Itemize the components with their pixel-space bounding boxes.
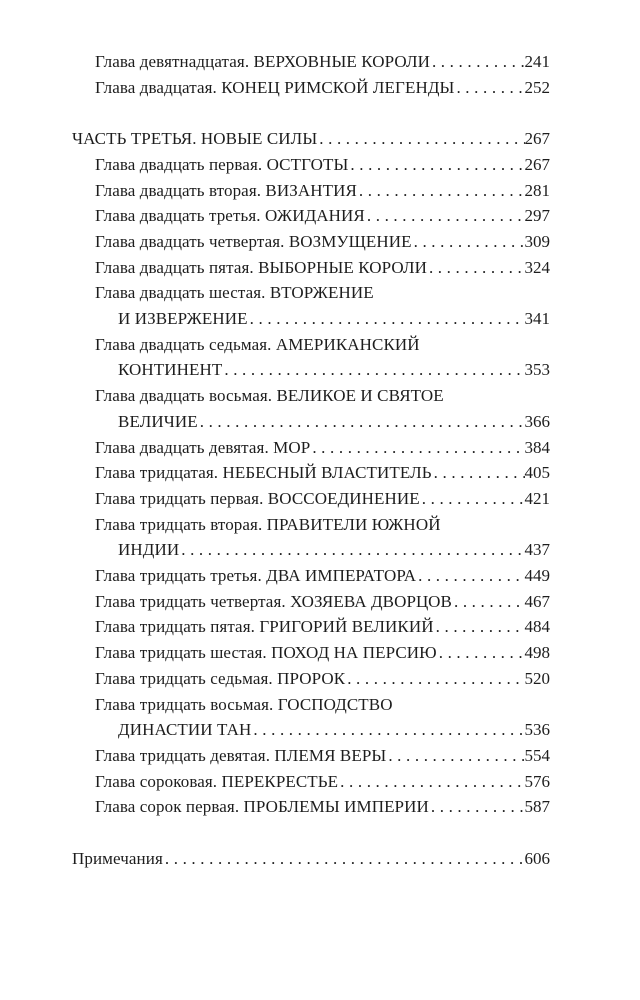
toc-entry-label: ДИНАСТИИ ТАН xyxy=(118,720,252,740)
toc-page-number: 267 xyxy=(524,154,550,174)
toc-chapter-entry xyxy=(72,769,550,795)
toc-entry-continuation xyxy=(72,409,550,435)
toc-chapter-entry xyxy=(72,178,550,204)
dot-leader xyxy=(432,460,525,486)
toc-chapter-entry xyxy=(72,75,550,101)
dot-leader xyxy=(437,640,525,666)
toc-entry-label: Глава тридцать третья. ДВА ИМПЕРАТОРА xyxy=(95,566,417,586)
toc-chapter-entry xyxy=(72,203,550,229)
toc-entry-label: Глава тридцать первая. ВОССОЕДИНЕНИЕ xyxy=(95,488,420,508)
toc-entry-label: Глава двадцать восьмая. ВЕЛИКОЕ И СВЯТОЕ xyxy=(95,386,444,406)
toc-entry-continuation xyxy=(72,306,550,332)
toc-entry-label: Глава тридцать четвертая. ХОЗЯЕВА ДВОРЦОВ xyxy=(95,591,452,611)
toc-page-number: 536 xyxy=(524,720,550,740)
dot-leader xyxy=(434,614,525,640)
dot-leader xyxy=(248,306,525,332)
toc-page-number: 405 xyxy=(524,463,550,483)
toc-chapter-entry xyxy=(72,49,550,75)
dot-leader xyxy=(365,203,525,229)
toc-chapter-entry xyxy=(72,589,550,615)
toc-chapter-entry xyxy=(72,383,550,409)
dot-leader xyxy=(427,255,525,281)
toc-entry-label: Глава двадцать седьмая. АМЕРИКАНСКИЙ xyxy=(95,334,420,354)
toc-page-number: 353 xyxy=(524,360,550,380)
toc-chapter-entry xyxy=(72,794,550,820)
toc-entry-label: Глава тридцать восьмая. ГОСПОДСТВО xyxy=(95,694,393,714)
toc-page-number: 309 xyxy=(524,231,550,251)
dot-leader xyxy=(251,717,524,743)
toc-entry-label: И ИЗВЕРЖЕНИЕ xyxy=(118,309,248,329)
dot-leader xyxy=(430,49,525,75)
toc-chapter-entry xyxy=(72,435,550,461)
toc-chapter-entry xyxy=(72,666,550,692)
toc-entry-continuation xyxy=(72,717,550,743)
dot-leader xyxy=(310,435,524,461)
toc-chapter-entry xyxy=(72,640,550,666)
toc-entry-label: Глава сорок первая. ПРОБЛЕМЫ ИМПЕРИИ xyxy=(95,797,429,817)
toc-chapter-entry xyxy=(72,486,550,512)
toc-chapter-entry xyxy=(72,332,550,358)
toc-entry-label: Глава двадцать девятая. МОР xyxy=(95,437,311,457)
toc-entry-label: Глава двадцатая. КОНЕЦ РИМСКОЙ ЛЕГЕНДЫ xyxy=(95,77,455,97)
toc-page-number: 281 xyxy=(524,180,550,200)
dot-leader xyxy=(198,409,525,435)
dot-leader xyxy=(357,178,525,204)
toc-entry-label: Глава двадцать пятая. ВЫБОРНЫЕ КОРОЛИ xyxy=(95,257,427,277)
toc-page-number: 421 xyxy=(524,488,550,508)
toc-chapter-entry xyxy=(72,280,550,306)
toc-page-number: 267 xyxy=(524,129,550,149)
toc-page-number: 606 xyxy=(524,848,550,868)
dot-leader xyxy=(416,563,524,589)
toc-chapter-entry xyxy=(72,460,550,486)
dot-leader xyxy=(386,743,524,769)
dot-leader xyxy=(163,846,525,872)
toc-entry-label: КОНТИНЕНТ xyxy=(118,360,223,380)
toc-entry-label: Глава двадцать вторая. ВИЗАНТИЯ xyxy=(95,180,357,200)
toc-entry-label: Глава тридцать пятая. ГРИГОРИЙ ВЕЛИКИЙ xyxy=(95,617,434,637)
toc-notes-entry xyxy=(72,846,550,872)
toc-chapter-entry xyxy=(72,255,550,281)
dot-leader xyxy=(412,229,525,255)
toc-page-number: 467 xyxy=(524,591,550,611)
dot-leader xyxy=(420,486,525,512)
toc-page-number: 437 xyxy=(524,540,550,560)
toc-page-number: 554 xyxy=(524,745,550,765)
toc-entry-label: Примечания xyxy=(72,848,163,868)
toc-page-number: 520 xyxy=(524,668,550,688)
dot-leader xyxy=(179,537,524,563)
toc-entry-label: ИНДИИ xyxy=(118,540,180,560)
toc-page-number: 449 xyxy=(524,566,550,586)
toc-entry-label: Глава двадцать шестая. ВТОРЖЕНИЕ xyxy=(95,283,374,303)
toc-entry-label: Глава тридцать девятая. ПЛЕМЯ ВЕРЫ xyxy=(95,745,387,765)
toc-entry-continuation xyxy=(72,357,550,383)
toc-entry-label: Глава тридцатая. НЕБЕСНЫЙ ВЛАСТИТЕЛЬ xyxy=(95,463,432,483)
toc-page-number: 484 xyxy=(524,617,550,637)
toc-chapter-entry xyxy=(72,614,550,640)
toc-entry-continuation xyxy=(72,537,550,563)
toc-part-entry xyxy=(72,126,550,152)
toc-chapter-entry xyxy=(72,743,550,769)
toc-page-number: 366 xyxy=(524,411,550,431)
toc-page-number: 324 xyxy=(524,257,550,277)
dot-leader xyxy=(222,357,524,383)
toc-page-number: 252 xyxy=(524,77,550,97)
toc-chapter-entry xyxy=(72,512,550,538)
toc-entry-label: Глава двадцать третья. ОЖИДАНИЯ xyxy=(95,206,365,226)
dot-leader xyxy=(345,666,524,692)
toc-entry-label: Глава тридцать вторая. ПРАВИТЕЛИ ЮЖНОЙ xyxy=(95,514,441,534)
toc-entry-label: ВЕЛИЧИЕ xyxy=(118,411,198,431)
toc-page-number: 384 xyxy=(524,437,550,457)
toc-entry-label: Глава девятнадцатая. ВЕРХОВНЫЕ КОРОЛИ xyxy=(95,52,430,71)
toc-entry-label: Глава сороковая. ПЕРЕКРЕСТЬЕ xyxy=(95,771,339,791)
toc-chapter-entry xyxy=(72,692,550,718)
toc-page-number: 498 xyxy=(524,643,550,663)
toc-entry-label: Глава тридцать шестая. ПОХОД НА ПЕРСИЮ xyxy=(95,643,437,663)
toc-entry-label: Глава тридцать седьмая. ПРОРОК xyxy=(95,668,346,688)
toc-page-number: 297 xyxy=(524,206,550,226)
toc-entry-label: Глава двадцать четвертая. ВОЗМУЩЕНИЕ xyxy=(95,231,412,251)
toc-page-number: 576 xyxy=(524,771,550,791)
dot-leader xyxy=(317,126,524,152)
dot-leader xyxy=(338,769,524,795)
toc-entry-label: Глава двадцать первая. ОСТГОТЫ xyxy=(95,154,349,174)
toc-page-number: 587 xyxy=(524,797,550,817)
dot-leader xyxy=(454,75,524,101)
dot-leader xyxy=(348,152,524,178)
toc-page-number: 341 xyxy=(524,309,550,329)
dot-leader xyxy=(452,589,525,615)
toc-chapter-entry xyxy=(72,563,550,589)
toc-chapter-entry xyxy=(72,229,550,255)
toc-chapter-entry xyxy=(72,152,550,178)
dot-leader xyxy=(429,794,525,820)
toc-page-number: 241 xyxy=(524,52,550,71)
toc-entry-label: ЧАСТЬ ТРЕТЬЯ. НОВЫЕ СИЛЫ xyxy=(72,129,318,149)
